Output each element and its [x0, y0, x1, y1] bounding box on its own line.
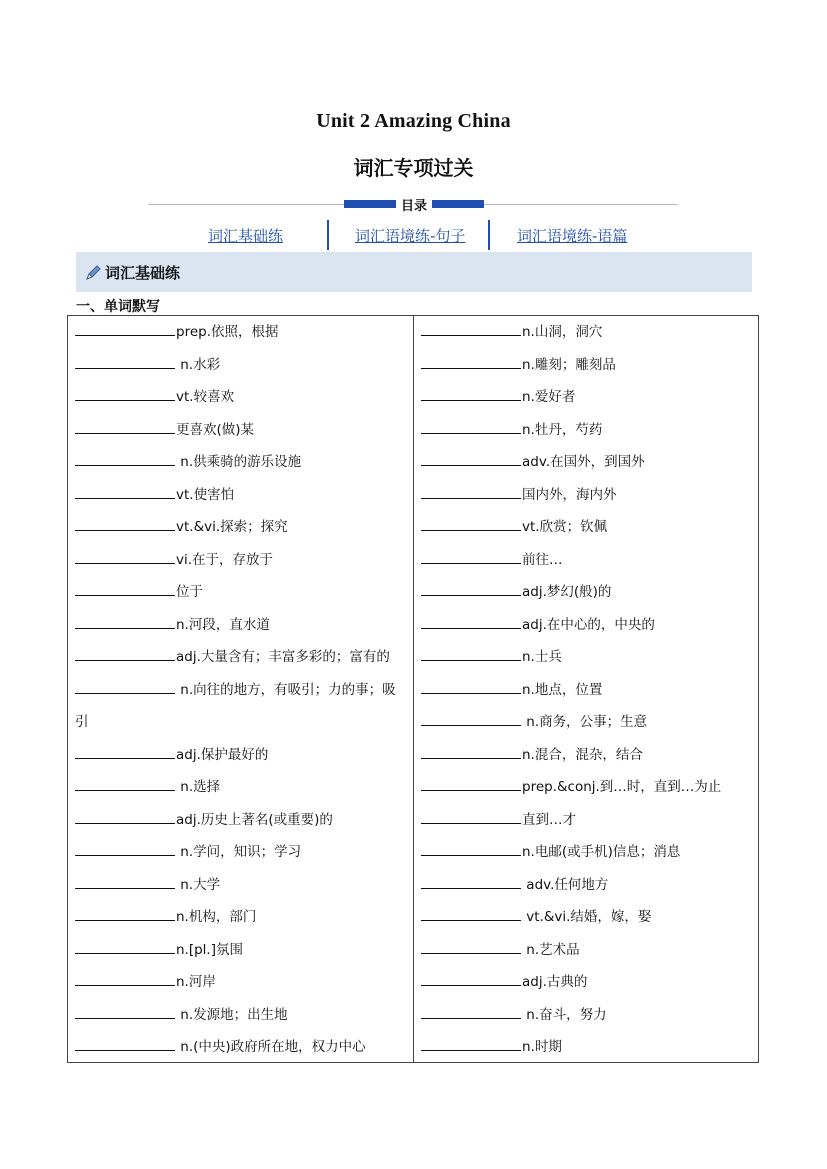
answer-blank[interactable] — [421, 876, 521, 889]
vocab-definition: n.(中央)政府所在地，权力中心 — [176, 1039, 366, 1055]
answer-blank[interactable] — [75, 486, 175, 499]
vocab-definition: 更喜欢(做)某 — [176, 421, 255, 438]
answer-blank[interactable] — [75, 616, 175, 629]
vocab-column-left — [75, 316, 408, 1064]
vocab-row — [421, 999, 753, 1032]
vocab-definition: vt.使害怕 — [176, 486, 235, 503]
answer-blank[interactable] — [421, 421, 521, 434]
vocab-row — [421, 544, 753, 577]
vocab-definition: n.士兵 — [522, 649, 562, 665]
answer-blank[interactable] — [75, 973, 175, 986]
vocab-definition: adj.在中心的，中央的 — [522, 616, 655, 633]
vocab-row — [75, 999, 408, 1032]
answer-blank[interactable] — [421, 746, 521, 759]
vocab-row — [75, 804, 408, 837]
vocab-row — [421, 739, 753, 772]
answer-blank[interactable] — [75, 1038, 175, 1051]
answer-blank[interactable] — [75, 551, 175, 564]
vocab-column-right — [421, 316, 753, 1064]
vocab-row — [421, 316, 753, 349]
vocab-definition: n.地点，位置 — [522, 681, 603, 698]
vocab-definition: prep.依照，根据 — [176, 324, 279, 340]
vocab-row — [75, 674, 408, 739]
vocab-row — [75, 641, 408, 674]
vocab-definition: vt.&vi.结婚，嫁，娶 — [522, 909, 652, 925]
vocab-definition: n.水彩 — [176, 356, 221, 373]
answer-blank[interactable] — [75, 1006, 175, 1019]
answer-blank[interactable] — [421, 486, 521, 499]
vocab-row — [75, 414, 408, 447]
vocab-row — [421, 804, 753, 837]
vocab-definition: n.牡丹，芍药 — [522, 421, 603, 438]
answer-blank[interactable] — [421, 941, 521, 954]
answer-blank[interactable] — [421, 356, 521, 369]
answer-blank[interactable] — [75, 388, 175, 401]
vocab-row — [421, 706, 753, 739]
vocab-definition: 直到…才 — [522, 811, 576, 828]
vocab-definition: n.选择 — [176, 779, 221, 795]
vocab-row — [75, 869, 408, 902]
vocab-row — [75, 316, 408, 349]
vocab-definition: adv.在国外，到国外 — [522, 454, 645, 470]
toc-label: 目录 — [396, 195, 432, 214]
section-header — [76, 252, 752, 292]
answer-blank[interactable] — [75, 811, 175, 824]
vocab-row — [421, 836, 753, 869]
answer-blank[interactable] — [421, 681, 521, 694]
vocab-row — [75, 1031, 408, 1064]
vocab-row — [421, 1031, 753, 1064]
vocab-row — [75, 901, 408, 934]
vocab-definition: 位于 — [176, 584, 203, 600]
answer-blank[interactable] — [421, 616, 521, 629]
vocab-row — [421, 381, 753, 414]
vocab-definition: 前往… — [522, 551, 563, 568]
vocab-definition: vt.欣赏；钦佩 — [522, 519, 608, 535]
vocab-row — [75, 544, 408, 577]
answer-blank[interactable] — [421, 778, 521, 791]
answer-blank[interactable] — [421, 551, 521, 564]
vocab-row — [421, 349, 753, 382]
vocab-row — [75, 479, 408, 512]
pencil-icon — [84, 264, 102, 286]
answer-blank[interactable] — [75, 648, 175, 661]
answer-blank[interactable] — [75, 843, 175, 856]
vocab-row — [75, 511, 408, 544]
vocab-row — [421, 511, 753, 544]
vocab-definition: n.发源地；出生地 — [176, 1006, 288, 1023]
vocab-definition: n.爱好者 — [522, 389, 576, 405]
toc-link-basic[interactable]: 词汇基础练 — [208, 227, 284, 245]
vocab-row — [421, 966, 753, 999]
vocab-definition: n.机构，部门 — [176, 909, 257, 925]
vocab-row — [75, 966, 408, 999]
answer-blank[interactable] — [421, 811, 521, 824]
answer-blank[interactable] — [421, 518, 521, 531]
vocab-definition: n.大学 — [176, 876, 221, 893]
answer-blank[interactable] — [75, 421, 175, 434]
answer-blank[interactable] — [75, 453, 175, 466]
answer-blank[interactable] — [421, 713, 521, 726]
toc-separator — [327, 220, 329, 250]
answer-blank[interactable] — [75, 876, 175, 889]
part-title: 一、单词默写 — [76, 299, 160, 315]
vocab-definition: vt.&vi.探索；探究 — [176, 519, 288, 535]
vocab-row — [75, 381, 408, 414]
vocab-row — [75, 771, 408, 804]
answer-blank[interactable] — [421, 388, 521, 401]
vocab-row — [421, 479, 753, 512]
vocab-definition: n.雕刻；雕刻品 — [522, 356, 616, 373]
answer-blank[interactable] — [75, 323, 175, 336]
answer-blank[interactable] — [421, 1006, 521, 1019]
vocab-definition: adj.梦幻(般)的 — [522, 584, 612, 600]
answer-blank[interactable] — [421, 973, 521, 986]
vocab-definition: vi.在于，存放于 — [176, 551, 274, 568]
section-label: 词汇基础练 — [105, 264, 181, 282]
toc-bar-right — [432, 200, 484, 208]
answer-blank[interactable] — [421, 1038, 521, 1051]
answer-blank[interactable] — [421, 843, 521, 856]
vocab-row — [75, 836, 408, 869]
vocab-definition: adj.大量含有；丰富多彩的；富有的 — [176, 649, 390, 665]
page-title: Unit 2 Amazing China — [316, 110, 511, 132]
answer-blank[interactable] — [75, 583, 175, 596]
vocab-row — [421, 771, 753, 804]
vocab-definition: vt.较喜欢 — [176, 389, 235, 405]
toc-link-sentence[interactable]: 词汇语境练-句子 — [355, 227, 466, 245]
vocab-definition: n.时期 — [522, 1039, 562, 1055]
column-divider — [413, 315, 414, 1063]
vocab-definition: n.山洞，洞穴 — [522, 324, 603, 340]
answer-blank[interactable] — [75, 518, 175, 531]
vocab-row — [421, 446, 753, 479]
vocab-row — [421, 414, 753, 447]
vocab-definition: adj.历史上著名(或重要)的 — [176, 811, 333, 828]
vocab-definition: n.混合，混杂，结合 — [522, 746, 643, 763]
vocab-definition: prep.&conj.到…时，直到…为止 — [522, 779, 722, 795]
vocab-row — [75, 739, 408, 772]
vocab-definition: adj.保护最好的 — [176, 746, 269, 763]
toc-link-passage[interactable]: 词汇语境练-语篇 — [517, 227, 628, 245]
answer-blank[interactable] — [421, 648, 521, 661]
vocab-row — [421, 576, 753, 609]
vocab-row — [421, 901, 753, 934]
answer-blank[interactable] — [421, 453, 521, 466]
answer-blank[interactable] — [75, 778, 175, 791]
answer-blank[interactable] — [421, 323, 521, 336]
vocab-row — [75, 934, 408, 967]
vocab-definition: adv.任何地方 — [522, 876, 609, 893]
page-subtitle: 词汇专项过关 — [353, 156, 474, 180]
toc-bar-left — [344, 200, 396, 208]
vocab-definition: 国内外，海内外 — [522, 486, 617, 503]
vocab-definition: n.电邮(或手机)信息；消息 — [522, 844, 681, 860]
vocab-row — [75, 609, 408, 642]
vocab-row — [75, 446, 408, 479]
vocab-definition: n.河岸 — [176, 974, 216, 990]
answer-blank[interactable] — [421, 908, 521, 921]
answer-blank[interactable] — [75, 908, 175, 921]
answer-blank[interactable] — [75, 681, 175, 694]
vocab-definition: n.奋斗，努力 — [522, 1006, 607, 1023]
vocab-row — [421, 869, 753, 902]
vocab-definition: n.向往的地方，有吸引；力的事；吸引 — [75, 681, 396, 730]
answer-blank[interactable] — [75, 941, 175, 954]
vocab-row — [75, 349, 408, 382]
vocab-definition: n.艺术品 — [522, 941, 580, 958]
vocab-definition: adj.古典的 — [522, 974, 588, 990]
answer-blank[interactable] — [75, 356, 175, 369]
vocab-row — [421, 674, 753, 707]
vocab-definition: n.学问，知识；学习 — [176, 844, 302, 860]
vocab-definition: n.河段，直水道 — [176, 616, 270, 633]
answer-blank[interactable] — [75, 746, 175, 759]
vocab-row — [75, 576, 408, 609]
vocab-row — [421, 609, 753, 642]
vocab-row — [421, 934, 753, 967]
answer-blank[interactable] — [421, 583, 521, 596]
toc-separator — [488, 220, 490, 250]
vocab-row — [421, 641, 753, 674]
vocab-definition: n.商务，公事；生意 — [522, 714, 648, 730]
vocab-definition: n.[pl.]氛围 — [176, 941, 243, 958]
vocab-definition: n.供乘骑的游乐设施 — [176, 454, 302, 470]
